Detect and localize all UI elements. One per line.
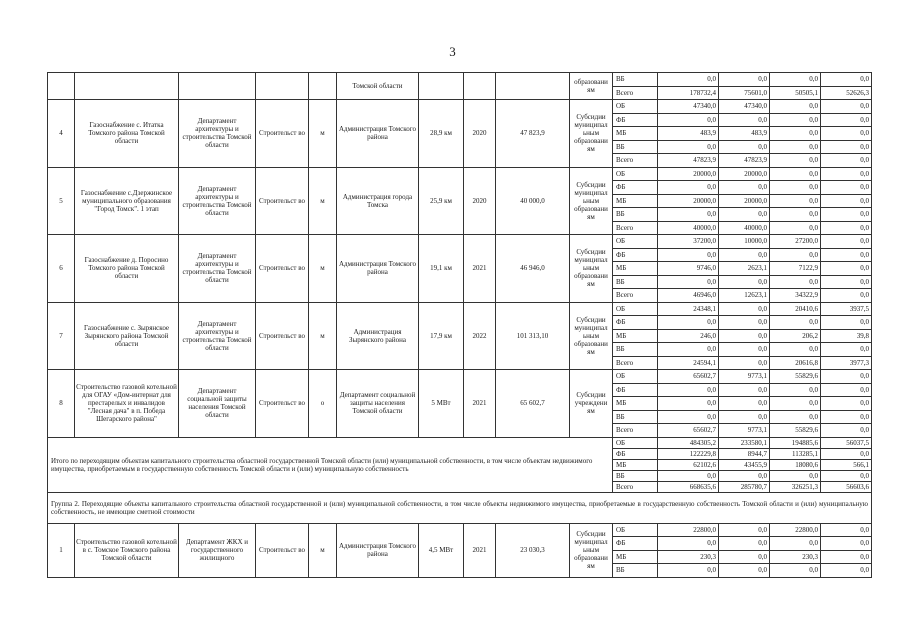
table-row xyxy=(48,167,872,181)
fund-value: 0,0 xyxy=(658,410,719,424)
row-number: 6 xyxy=(48,235,75,303)
cost: 65 602,7 xyxy=(496,370,570,438)
fund-label: ФБ xyxy=(613,113,658,127)
unit-code: о xyxy=(309,370,337,438)
fund-label: ФБ xyxy=(613,181,658,195)
empty-cell xyxy=(309,73,337,100)
fund-value: 0,0 xyxy=(821,424,872,438)
fund-value: 0,0 xyxy=(770,275,821,289)
fund-value: 3937,5 xyxy=(821,302,872,316)
fund-value: 0,0 xyxy=(821,194,872,208)
fund-value: 0,0 xyxy=(770,140,821,154)
fund-value: 0,0 xyxy=(658,140,719,154)
fund-value: 8944,7 xyxy=(719,448,770,459)
fund-value: 0,0 xyxy=(719,316,770,330)
cost: 46 946,0 xyxy=(496,235,570,303)
fund-value: 0,0 xyxy=(719,397,770,411)
executor: Томской области xyxy=(337,73,419,100)
capacity: 19,1 км xyxy=(419,235,464,303)
fund-label: Всего xyxy=(613,221,658,235)
fund-label: ОБ xyxy=(613,302,658,316)
year: 2021 xyxy=(464,523,496,577)
fund-value: 46946,0 xyxy=(658,289,719,303)
fund-value: 0,0 xyxy=(719,181,770,195)
fund-value: 0,0 xyxy=(719,550,770,564)
fund-label: Всего xyxy=(613,154,658,168)
fund-value: 0,0 xyxy=(770,113,821,127)
fund-value: 62102,6 xyxy=(658,459,719,470)
unit-code: м xyxy=(309,167,337,235)
fund-value: 24594,1 xyxy=(658,356,719,370)
fund-label: ОБ xyxy=(613,437,658,448)
fund-value: 40000,0 xyxy=(658,221,719,235)
fund-value: 0,0 xyxy=(821,550,872,564)
fund-value: 0,0 xyxy=(770,383,821,397)
fund-value: 0,0 xyxy=(770,154,821,168)
fund-value: 0,0 xyxy=(821,248,872,262)
fund-label: Всего xyxy=(613,356,658,370)
fund-value: 0,0 xyxy=(770,100,821,114)
fund-label: МБ xyxy=(613,262,658,276)
work-type: Строительст во xyxy=(256,523,309,577)
fund-value: 24348,1 xyxy=(658,302,719,316)
object-name: Газоснабжение с. Зырянское Зырянского района Томской области xyxy=(75,302,179,370)
fund-value: 483,9 xyxy=(719,127,770,141)
fund-value: 0,0 xyxy=(821,181,872,195)
fund-value: 0,0 xyxy=(821,275,872,289)
fund-label: Всего xyxy=(613,424,658,438)
unit-code: м xyxy=(309,235,337,303)
fund-value: 9773,1 xyxy=(719,424,770,438)
fund-value: 668635,6 xyxy=(658,481,719,492)
empty-cell xyxy=(464,73,496,100)
fund-label: ВБ xyxy=(613,564,658,578)
fund-value: 0,0 xyxy=(821,113,872,127)
fund-label: ВБ xyxy=(613,470,658,481)
fund-value: 0,0 xyxy=(770,470,821,481)
fund-value: 0,0 xyxy=(821,370,872,384)
fund-label: ОБ xyxy=(613,523,658,537)
fund-value: 0,0 xyxy=(770,127,821,141)
fund-label: МБ xyxy=(613,397,658,411)
table-row xyxy=(48,302,872,316)
fund-value: 0,0 xyxy=(770,564,821,578)
fund-value: 0,0 xyxy=(658,343,719,357)
fund-label: ВБ xyxy=(613,275,658,289)
fund-value: 194885,6 xyxy=(770,437,821,448)
fund-value: 0,0 xyxy=(821,167,872,181)
fund-value: 0,0 xyxy=(770,73,821,87)
fund-value: 52626,3 xyxy=(821,86,872,100)
fund-value: 0,0 xyxy=(821,448,872,459)
customer: Департамент социальной защиты населения Томской области xyxy=(179,370,256,438)
fund-value: 0,0 xyxy=(770,343,821,357)
fund-value: 0,0 xyxy=(821,73,872,87)
fund-value: 47340,0 xyxy=(719,100,770,114)
fund-value: 56037,5 xyxy=(821,437,872,448)
fund-value: 0,0 xyxy=(719,140,770,154)
fund-value: 326251,3 xyxy=(770,481,821,492)
fund-value: 0,0 xyxy=(719,470,770,481)
fund-value: 55829,6 xyxy=(770,370,821,384)
capacity: 4,5 МВт xyxy=(419,523,464,577)
work-type: Строительст во xyxy=(256,370,309,438)
fund-label: МБ xyxy=(613,194,658,208)
fund-value: 20000,0 xyxy=(719,194,770,208)
row-number: 4 xyxy=(48,100,75,168)
fund-value: 0,0 xyxy=(658,113,719,127)
fund-value: 0,0 xyxy=(821,470,872,481)
fund-value: 0,0 xyxy=(658,383,719,397)
fund-value: 12623,1 xyxy=(719,289,770,303)
row-number: 5 xyxy=(48,167,75,235)
work-type: Строительст во xyxy=(256,167,309,235)
fund-value: 20410,6 xyxy=(770,302,821,316)
executor: Администрация Томского района xyxy=(337,523,419,577)
fund-value: 285780,7 xyxy=(719,481,770,492)
fund-value: 18080,6 xyxy=(770,459,821,470)
funding-source: Субсидии муниципал ьным образовани ям xyxy=(570,167,613,235)
fund-value: 0,0 xyxy=(770,248,821,262)
table-row xyxy=(48,370,872,384)
fund-label: ФБ xyxy=(613,537,658,551)
fund-value: 246,0 xyxy=(658,329,719,343)
fund-value: 0,0 xyxy=(658,275,719,289)
customer: Департамент архитектуры и строительства Томской области xyxy=(179,100,256,168)
fund-value: 0,0 xyxy=(821,208,872,222)
fund-label: ФБ xyxy=(613,383,658,397)
fund-value: 0,0 xyxy=(821,564,872,578)
capacity: 28,9 км xyxy=(419,100,464,168)
fund-value: 113285,1 xyxy=(770,448,821,459)
customer: Департамент архитектуры и строительства Томской области xyxy=(179,302,256,370)
fund-value: 230,3 xyxy=(658,550,719,564)
fund-label: МБ xyxy=(613,127,658,141)
fund-value: 65602,7 xyxy=(658,370,719,384)
fund-value: 0,0 xyxy=(821,537,872,551)
fund-value: 20616,8 xyxy=(770,356,821,370)
table-row xyxy=(48,73,872,87)
fund-label: МБ xyxy=(613,329,658,343)
fund-value: 0,0 xyxy=(821,262,872,276)
year: 2021 xyxy=(464,370,496,438)
fund-value: 0,0 xyxy=(719,302,770,316)
fund-value: 0,0 xyxy=(658,73,719,87)
work-type: Строительст во xyxy=(256,302,309,370)
fund-value: 47340,0 xyxy=(658,100,719,114)
table-row xyxy=(48,523,872,537)
group-2-title: Группа 2. Переходящие объекты капитального строительства областной государственной и (или) муниципальной собственности, в том числе объекты недвижимого имущества, приобретаемые в государственную собственность Томской области и (или) муниципальную собственность, не имеющие сметной стоимости xyxy=(48,492,872,523)
executor: Администрация города Томска xyxy=(337,167,419,235)
fund-value: 0,0 xyxy=(821,343,872,357)
fund-label: ОБ xyxy=(613,235,658,249)
funding-source: Субсидии учреждени ям xyxy=(570,370,613,438)
executor: Администрация Зырянского района xyxy=(337,302,419,370)
cost: 23 030,3 xyxy=(496,523,570,577)
fund-value: 0,0 xyxy=(770,194,821,208)
subtotal-text: Итого по переходящим объектам капитального строительства областной государственной Томской области (или) муниципальной собственности, в том числе объектам недвижимого имущества, приобретаемым в государственную собственность Томской области и (или) муниципальную собственность xyxy=(48,437,613,492)
fund-value: 0,0 xyxy=(821,127,872,141)
unit-code: м xyxy=(309,302,337,370)
capacity: 5 МВт xyxy=(419,370,464,438)
executor: Департамент социальной защиты населения Томской области xyxy=(337,370,419,438)
fund-value: 65602,7 xyxy=(658,424,719,438)
fund-value: 0,0 xyxy=(719,523,770,537)
fund-value: 0,0 xyxy=(719,113,770,127)
fund-label: МБ xyxy=(613,459,658,470)
fund-value: 230,3 xyxy=(770,550,821,564)
fund-value: 0,0 xyxy=(658,248,719,262)
fund-value: 0,0 xyxy=(770,316,821,330)
fund-value: 122229,8 xyxy=(658,448,719,459)
fund-value: 43455,9 xyxy=(719,459,770,470)
fund-value: 9746,0 xyxy=(658,262,719,276)
fund-value: 20000,0 xyxy=(658,194,719,208)
fund-value: 0,0 xyxy=(821,154,872,168)
fund-label: ФБ xyxy=(613,316,658,330)
fund-value: 0,0 xyxy=(719,537,770,551)
empty-cell xyxy=(75,73,179,100)
table-row xyxy=(48,100,872,114)
fund-value: 0,0 xyxy=(770,221,821,235)
fund-value: 0,0 xyxy=(719,410,770,424)
empty-cell xyxy=(496,73,570,100)
fund-value: 0,0 xyxy=(821,316,872,330)
fund-label: ВБ xyxy=(613,140,658,154)
page-number: 3 xyxy=(449,44,456,59)
capacity: 17,9 км xyxy=(419,302,464,370)
fund-value: 0,0 xyxy=(719,248,770,262)
fund-value: 47823,9 xyxy=(658,154,719,168)
year: 2022 xyxy=(464,302,496,370)
year: 2020 xyxy=(464,100,496,168)
row-number: 1 xyxy=(48,523,75,577)
empty-cell xyxy=(256,73,309,100)
row-number: 7 xyxy=(48,302,75,370)
fund-value: 0,0 xyxy=(658,181,719,195)
fund-label: Всего xyxy=(613,86,658,100)
fund-value: 0,0 xyxy=(821,289,872,303)
fund-value: 0,0 xyxy=(821,221,872,235)
fund-value: 0,0 xyxy=(719,356,770,370)
fund-value: 3977,3 xyxy=(821,356,872,370)
fund-value: 0,0 xyxy=(821,235,872,249)
fund-value: 0,0 xyxy=(770,537,821,551)
fund-value: 56603,6 xyxy=(821,481,872,492)
customer: Департамент ЖКХ и государственного жилищного xyxy=(179,523,256,577)
object-name: Строительство газовой котельной в с. Томское Томского района Томской области xyxy=(75,523,179,577)
funding-source: Субсидии муниципал ьным образовани ям xyxy=(570,302,613,370)
fund-label: МБ xyxy=(613,550,658,564)
fund-value: 20000,0 xyxy=(719,167,770,181)
object-name: Газоснабжение с. Итатка Томского района Томской области xyxy=(75,100,179,168)
fund-value: 2623,1 xyxy=(719,262,770,276)
fund-value: 0,0 xyxy=(821,140,872,154)
fund-value: 37200,0 xyxy=(658,235,719,249)
funding-source: Субсидии муниципал ьным образовани ям xyxy=(570,523,613,577)
object-name: Строительство газовой котельной для ОГАУ «Дом-интернат для престарелых и инвалидов "Лесная дача" в п. Победа Шегарского района" xyxy=(75,370,179,438)
fund-value: 0,0 xyxy=(719,275,770,289)
fund-label: ОБ xyxy=(613,167,658,181)
fund-value: 0,0 xyxy=(821,410,872,424)
fund-value: 0,0 xyxy=(821,383,872,397)
row-number: 8 xyxy=(48,370,75,438)
fund-value: 566,1 xyxy=(821,459,872,470)
fund-value: 22800,0 xyxy=(770,523,821,537)
fund-value: 0,0 xyxy=(770,167,821,181)
cost: 40 000,0 xyxy=(496,167,570,235)
work-type: Строительст во xyxy=(256,235,309,303)
fund-value: 7122,9 xyxy=(770,262,821,276)
unit-code: м xyxy=(309,100,337,168)
cost: 101 313,10 xyxy=(496,302,570,370)
object-name: Газоснабжение с.Дзержинское муниципального образования "Город Томск". 1 этап xyxy=(75,167,179,235)
unit-code: м xyxy=(309,523,337,577)
fund-value: 0,0 xyxy=(658,208,719,222)
fund-value: 0,0 xyxy=(658,470,719,481)
empty-cell xyxy=(419,73,464,100)
fund-value: 178732,4 xyxy=(658,86,719,100)
fund-value: 0,0 xyxy=(770,410,821,424)
fund-value: 0,0 xyxy=(821,397,872,411)
fund-value: 20000,0 xyxy=(658,167,719,181)
capacity: 25,9 км xyxy=(419,167,464,235)
cost: 47 823,9 xyxy=(496,100,570,168)
fund-label: ФБ xyxy=(613,448,658,459)
fund-value: 0,0 xyxy=(719,564,770,578)
funding-source: Субсидии муниципал ьным образовани ям xyxy=(570,235,613,303)
fund-label: ФБ xyxy=(613,248,658,262)
fund-value: 50505,1 xyxy=(770,86,821,100)
fund-value: 10000,0 xyxy=(719,235,770,249)
funding-source: образовани ям xyxy=(570,73,613,100)
work-type: Строительст во xyxy=(256,100,309,168)
fund-value: 22800,0 xyxy=(658,523,719,537)
group-header-row xyxy=(48,492,872,523)
fund-label: ВБ xyxy=(613,343,658,357)
fund-label: Всего xyxy=(613,289,658,303)
fund-value: 0,0 xyxy=(770,208,821,222)
fund-value: 206,2 xyxy=(770,329,821,343)
fund-label: ОБ xyxy=(613,100,658,114)
fund-value: 0,0 xyxy=(719,383,770,397)
funding-source: Субсидии муниципал ьным образовани ям xyxy=(570,100,613,168)
fund-value: 484305,2 xyxy=(658,437,719,448)
fund-value: 0,0 xyxy=(719,329,770,343)
fund-value: 0,0 xyxy=(821,100,872,114)
year: 2020 xyxy=(464,167,496,235)
fund-label: Всего xyxy=(613,481,658,492)
fund-label: ОБ xyxy=(613,370,658,384)
year: 2021 xyxy=(464,235,496,303)
executor: Администрация Томского района xyxy=(337,100,419,168)
executor: Администрация Томского района xyxy=(337,235,419,303)
fund-value: 0,0 xyxy=(658,316,719,330)
customer: Департамент архитектуры и строительства Томской области xyxy=(179,167,256,235)
empty-cell xyxy=(179,73,256,100)
subtotal-row xyxy=(48,437,872,448)
fund-value: 0,0 xyxy=(770,181,821,195)
fund-value: 0,0 xyxy=(719,73,770,87)
fund-value: 0,0 xyxy=(719,343,770,357)
capital-construction-table xyxy=(47,72,872,578)
fund-value: 0,0 xyxy=(821,523,872,537)
fund-value: 40000,0 xyxy=(719,221,770,235)
object-name: Газоснабжение д. Поросино Томского района Томской области xyxy=(75,235,179,303)
fund-value: 483,9 xyxy=(658,127,719,141)
empty-cell xyxy=(48,73,75,100)
fund-value: 34322,9 xyxy=(770,289,821,303)
fund-value: 0,0 xyxy=(658,397,719,411)
fund-value: 0,0 xyxy=(770,397,821,411)
fund-value: 75601,0 xyxy=(719,86,770,100)
fund-value: 9773,1 xyxy=(719,370,770,384)
fund-value: 39,8 xyxy=(821,329,872,343)
fund-label: ВБ xyxy=(613,410,658,424)
fund-value: 47823,9 xyxy=(719,154,770,168)
table-row xyxy=(48,235,872,249)
fund-label: ВБ xyxy=(613,73,658,87)
fund-value: 0,0 xyxy=(658,537,719,551)
fund-label: ВБ xyxy=(613,208,658,222)
fund-value: 233580,1 xyxy=(719,437,770,448)
fund-value: 55829,6 xyxy=(770,424,821,438)
fund-value: 27200,0 xyxy=(770,235,821,249)
fund-value: 0,0 xyxy=(719,208,770,222)
customer: Департамент архитектуры и строительства Томской области xyxy=(179,235,256,303)
fund-value: 0,0 xyxy=(658,564,719,578)
